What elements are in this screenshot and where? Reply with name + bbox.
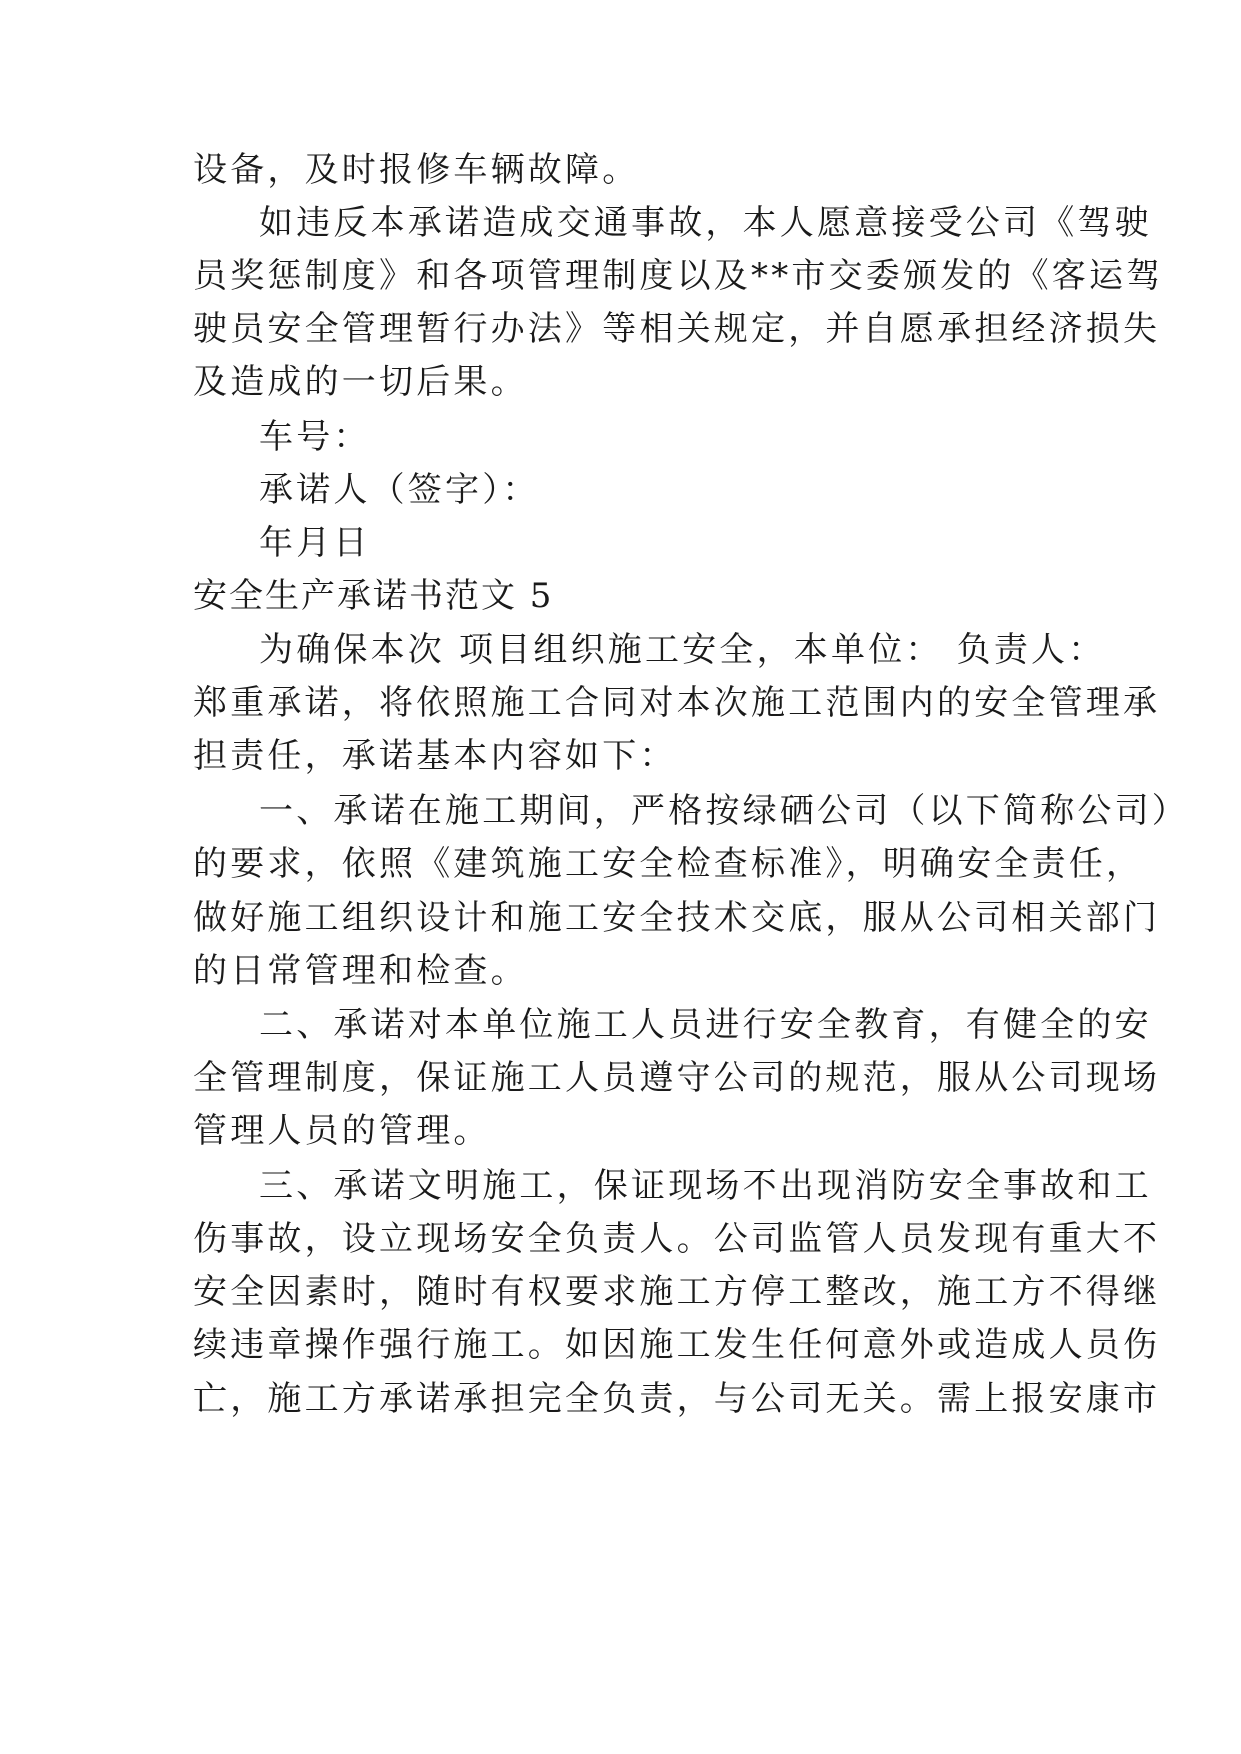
text-line: 为确保本次 项目组织施工安全，本单位： 负责人： <box>259 630 1106 670</box>
text-line: 二、承诺对本单位施工人员进行安全教育，有健全的安 <box>259 1005 1152 1045</box>
text-line: 做好施工组织设计和施工安全技术交底，服从公司相关部门 <box>193 898 1161 938</box>
date-field: 年月日 <box>259 523 371 563</box>
text-line: 续违章操作强行施工。如因施工发生任何意外或造成人员伤 <box>193 1325 1161 1365</box>
text-line: 的日常管理和检查。 <box>193 951 528 991</box>
text-line: 安全因素时，随时有权要求施工方停工整改，施工方不得继 <box>193 1272 1161 1312</box>
signature-field: 承诺人（签字）： <box>259 470 540 510</box>
text-line: 亡，施工方承诺承担完全负责，与公司无关。需上报安康市 <box>193 1379 1161 1419</box>
text-line: 员奖惩制度》和各项管理制度以及**市交委颁发的《客运驾 <box>193 256 1164 296</box>
text-line: 及造成的一切后果。 <box>193 362 528 402</box>
text-line: 驶员安全管理暂行办法》等相关规定，并自愿承担经济损失 <box>193 309 1161 349</box>
text-line: 一、承诺在施工期间，严格按绿硒公司（以下简称公司） <box>259 791 1189 831</box>
text-line: 全管理制度，保证施工人员遵守公司的规范，服从公司现场 <box>193 1058 1161 1098</box>
text-line: 担责任，承诺基本内容如下： <box>193 736 677 776</box>
vehicle-number-field: 车号： <box>259 417 371 457</box>
text-line: 设备，及时报修车辆故障。 <box>193 150 640 190</box>
text-line: 三、承诺文明施工，保证现场不出现消防安全事故和工 <box>259 1166 1152 1206</box>
section-heading: 安全生产承诺书范文 5 <box>193 576 554 616</box>
text-line: 管理人员的管理。 <box>193 1111 491 1151</box>
text-line: 如违反本承诺造成交通事故，本人愿意接受公司《驾驶 <box>259 203 1152 243</box>
text-line: 伤事故，设立现场安全负责人。公司监管人员发现有重大不 <box>193 1219 1161 1259</box>
text-line: 的要求，依照《建筑施工安全检查标准》，明确安全责任， <box>193 844 1144 884</box>
text-line: 郑重承诺，将依照施工合同对本次施工范围内的安全管理承 <box>193 683 1161 723</box>
